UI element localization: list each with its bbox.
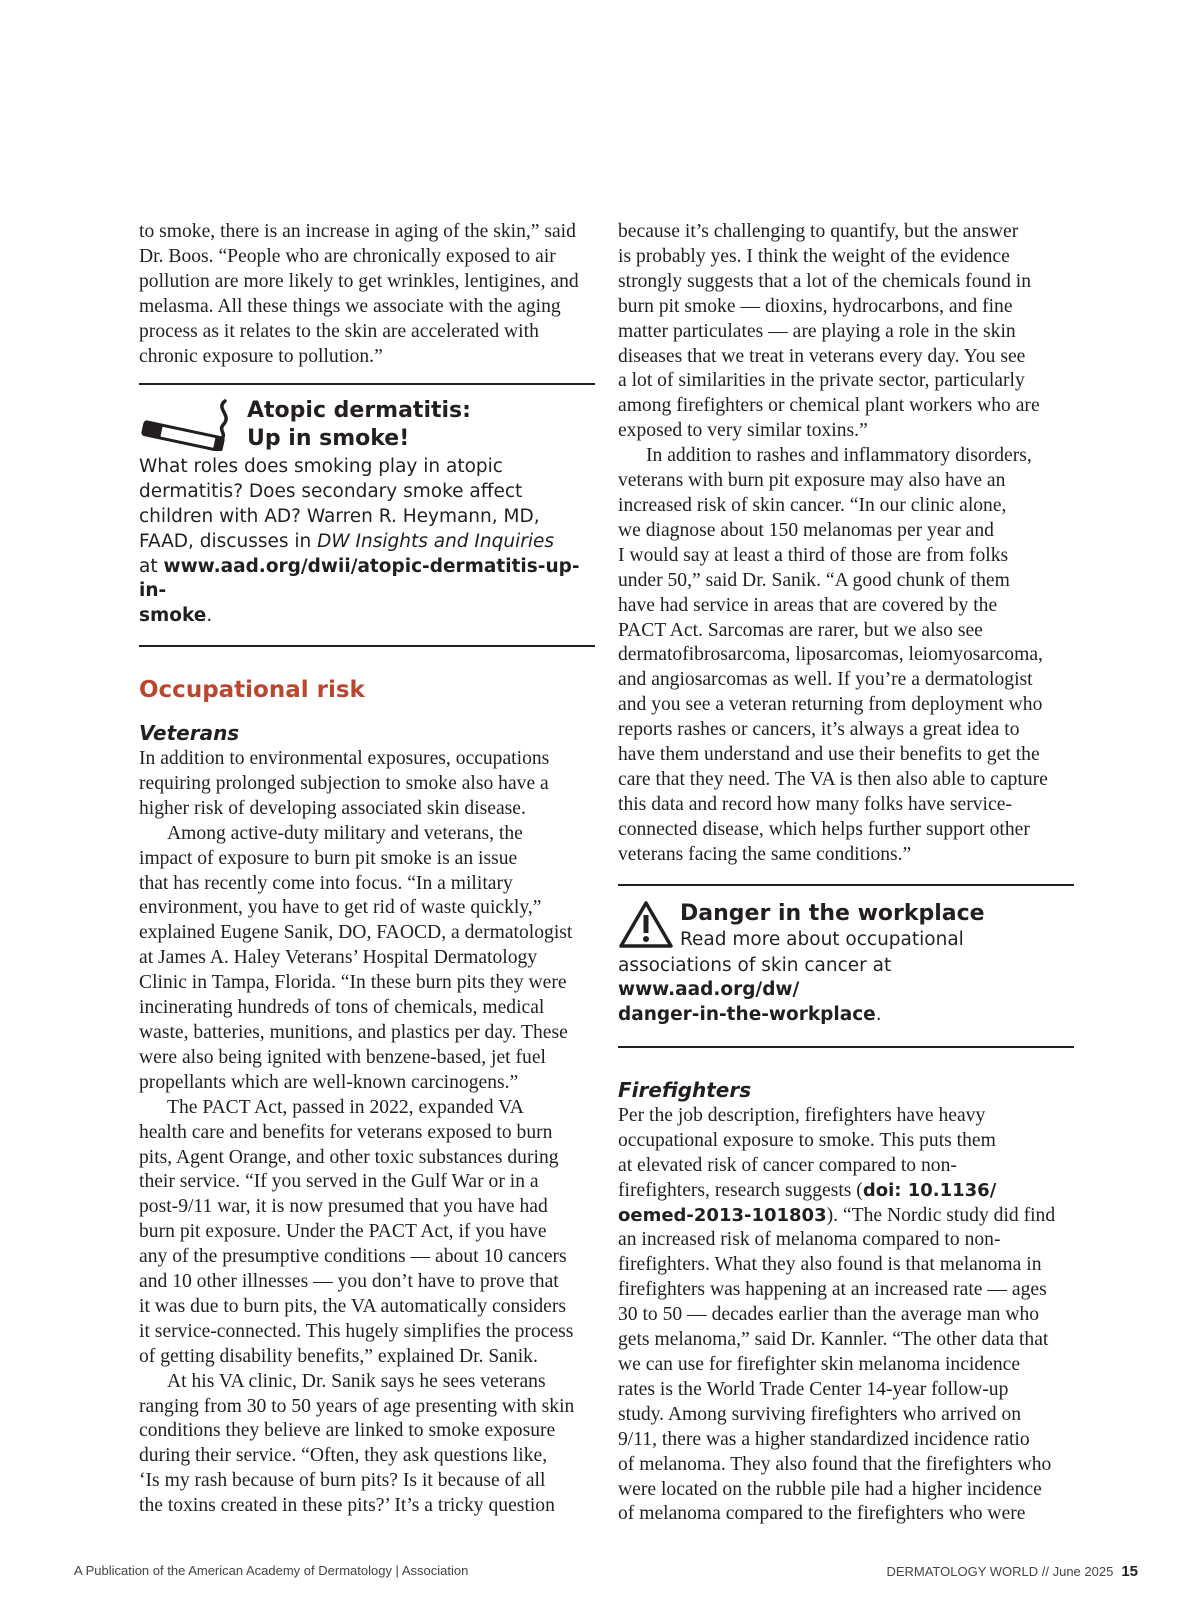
footer-publication: A Publication of the American Academy of Dermatology | Association [74, 1563, 469, 1578]
veterans-paragraph-2: Among active-duty military and veterans, the impact of exposure to burn pit smoke is an issue that has recently come into focus. “In a military environment, you have to get rid of waste quickly,” explained Eugene Sanik, DO, FAOCD, a dermatologist at James A. Haley Veterans’ Hospital Dermatology Clinic in Tampa, Florida. “In these burn pits they were incinerating hundreds of tons of chemicals, medical waste, batteries, munitions, and plastics per day. These were also being ignited with benzene-based, jet fuel propellants which are well-known carcinogens.” [139, 822, 573, 1093]
danger-callout-title: Danger in the workplace [680, 900, 985, 926]
danger-callout-header [618, 900, 1074, 954]
right-paragraph-1: because it’s challenging to quantify, but the answer is probably yes. I think the weight of the evidence strongly suggests that a lot of the chemicals found in burn pit smoke — dioxins, hydrocarbons, and fine matter particulates — are playing a role in the skin diseases that we treat in veterans every day. You see a lot of similarities in the private sector, particularly among firefighters or chemical plant workers who are exposed to very similar toxins.” [618, 221, 1040, 442]
veterans-paragraph-4: At his VA clinic, Dr. Sanik says he sees veterans ranging from 30 to 50 years of age presenting with skin conditions they believe are linked to smoke exposure during their service. “Often, they ask questions like, ‘Is my rash because of burn pits? Is it because of all the toxins created in these pits?’ It’s a tricky question [139, 1370, 575, 1517]
smoke-callout-title: Atopic dermatitis: Up in smoke! [247, 398, 471, 452]
right-column [618, 220, 1074, 1527]
doi-link[interactable]: doi: 10.1136/ oemed-2013-101803 [618, 1179, 997, 1226]
danger-link[interactable]: www.aad.org/dw/ danger-in-the-workplace [618, 979, 876, 1026]
smoke-callout [139, 383, 595, 647]
cigarette-icon [139, 397, 247, 455]
subheading-veterans: Veterans [139, 721, 240, 746]
smoke-callout-text: What roles does smoking play in atopic dermatitis? Does secondary smoke affect children with AD? Warren R. Heymann, MD, FAAD, discusses in DW Insights and Inquiries at www.aad.org/dwii/atopic-dermatitis-up-in- smoke. [139, 456, 580, 627]
warning-icon [618, 900, 680, 954]
footer-magazine: DERMATOLOGY WORLD // June 2025 15 [886, 1563, 1138, 1580]
veterans-paragraph-3: The PACT Act, passed in 2022, expanded VA health care and benefits for veterans exposed to burn pits, Agent Orange, and other toxic substances during their service. “If you served in the Gulf War or in a post-9/11 war, it is now presumed that you have had burn pit exposure. Under the PACT Act, if you have any of the presumptive conditions — about 10 cancers and 10 other illnesses — you don’t have to prove that it was due to burn pits, the VA automatically considers it service-connected. This hugely simplifies the process of getting disability benefits,” explained Dr. Sanik. [139, 1096, 574, 1367]
page-number: 15 [1121, 1563, 1138, 1580]
smoke-callout-header [139, 397, 595, 455]
danger-callout [618, 884, 1074, 1048]
firefighters-paragraph: Per the job description, firefighters have heavy occupational exposure to smoke. This puts them at elevated risk of cancer compared to non- firefighters, research suggests (doi: 10.1136/ oemed-2013-101803). “The Nordic study did find an increased risk of melanoma compared to non- firefighters. What they also found is that melanoma in firefighters was happening at an increased rate — ages 30 to 50 — decades earlier than the average man who gets melanoma,” said Dr. Kannler. “The other data that we can use for firefighter skin melanoma incidence rates is the World Trade Center 14-year follow-up study. Among surviving firefighters who arrived on 9/11, there was a higher standardized incidence ratio of melanoma. They also found that the firefighters who were located on the rubble pile had a higher incidence of melanoma compared to the firefighters who were [618, 1104, 1056, 1525]
danger-callout-text: associations of skin cancer at www.aad.org/dw/ danger-in-the-workplace. [618, 954, 892, 1026]
veterans-paragraph-1: In addition to environmental exposures, occupations requiring prolonged subjection to smoke also have a higher risk of developing associated skin disease. [139, 748, 550, 819]
publication-name: DW Insights and Inquiries [317, 530, 554, 552]
subheading-firefighters: Firefighters [618, 1077, 752, 1102]
section-heading-occupational-risk: Occupational risk [139, 677, 365, 704]
left-column [139, 220, 595, 1519]
intro-paragraph: to smoke, there is an increase in aging of the skin,” said Dr. Boos. “People who are chronically exposed to air pollution are more likely to get wrinkles, lentigines, and melasma. All these things we associate with the aging process as it relates to the skin are accelerated with chronic exposure to pollution.” [139, 221, 579, 367]
dwii-link[interactable]: www.aad.org/dwii/atopic-dermatitis-up-in- smoke [139, 555, 580, 627]
right-paragraph-2: In addition to rashes and inflammatory disorders, veterans with burn pit exposure may also have an increased risk of skin cancer. “In our clinic alone, we diagnose about 150 melanomas per year and I would say at least a third of those are from folks under 50,” said Dr. Sanik. “A good chunk of them have had service in areas that are covered by the PACT Act. Sarcomas are rarer, but we also see dermatofibrosarcoma, liposarcomas, leiomyosarcoma, and angiosarcomas as well. If you’re a dermatologist and you see a veteran returning from deployment who reports rashes or cancers, it’s always a great idea to have them understand and use their benefits to get the care that they need. The VA is then also able to capture this data and record how many folks have service- connected disease, which helps further support other veterans facing the same conditions.” [618, 445, 1048, 865]
danger-callout-line1: Read more about occupational [680, 928, 964, 950]
